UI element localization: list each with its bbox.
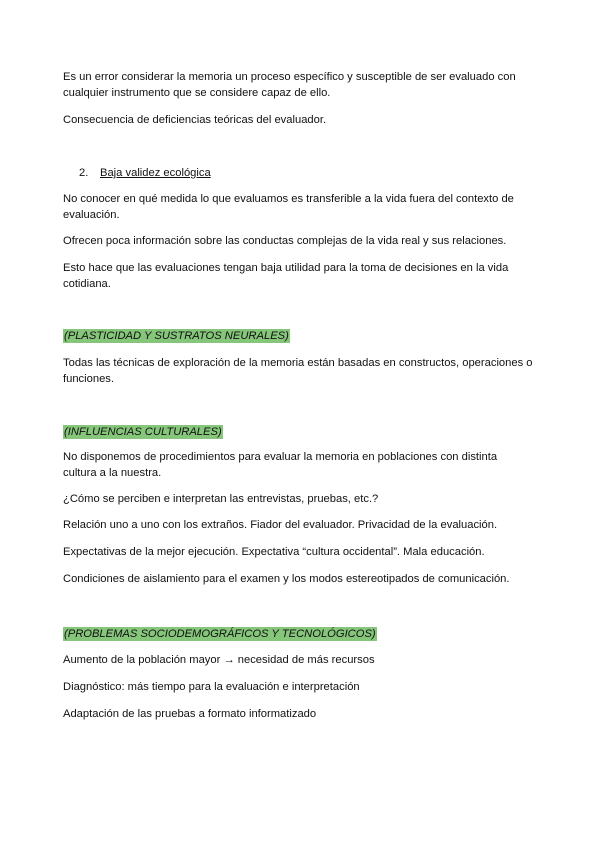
paragraph-expectativas: Expectativas de la mejor ejecución. Expectativa “cultura occidental”. Mala educación. [63, 546, 485, 558]
list-number: 2. [79, 167, 89, 179]
paragraph-adaptacion: Adaptación de las pruebas a formato informatizado [63, 708, 317, 720]
list-item-baja-validez [79, 166, 211, 182]
heading-plasticidad: (PLASTICIDAD Y SUSTRATOS NEURALES) [64, 330, 289, 342]
heading-influencias: (INFLUENCIAS CULTURALES) [64, 426, 222, 438]
paragraph-no-disponemos: No disponemos de procedimientos para evaluar la memoria en poblaciones con distinta cultura a la nuestra. [63, 451, 498, 479]
paragraph-transferible: No conocer en qué medida lo que evaluamos es transferible a la vida fuera del contexto de evaluación. [63, 193, 514, 221]
paragraph-baja-utilidad: Esto hace que las evaluaciones tengan baja utilidad para la toma de decisiones en la vida cotidiana. [63, 262, 509, 290]
paragraph-tecnicas: Todas las técnicas de exploración de la memoria están basadas en constructos, operaciones o funciones. [63, 357, 533, 385]
paragraph-memoria-error: Es un error considerar la memoria un proceso específico y susceptible de ser evaluado con cualquier instrumento que se considere capaz de ello. [63, 71, 516, 99]
paragraph-deficiencias: Consecuencia de deficiencias teóricas del evaluador. [63, 114, 327, 126]
paragraph-condiciones: Condiciones de aislamiento para el examen y los modos estereotipados de comunicación. [63, 573, 510, 585]
paragraph-como-se-perciben: ¿Cómo se perciben e interpretan las entrevistas, pruebas, etc.? [63, 493, 379, 505]
paragraph-aumento: Aumento de la población mayor → necesidad de más recursos [63, 654, 375, 666]
paragraph-relacion: Relación uno a uno con los extraños. Fiador del evaluador. Privacidad de la evaluación. [63, 519, 498, 531]
heading-problemas: (PROBLEMAS SOCIODEMOGRÁFICOS Y TECNOLÓGICOS) [64, 628, 376, 640]
paragraph-poca-informacion: Ofrecen poca información sobre las conductas complejas de la vida real y sus relaciones. [63, 235, 507, 247]
list-text: Baja validez ecológica [100, 167, 211, 179]
paragraph-diagnostico: Diagnóstico: más tiempo para la evaluación e interpretación [63, 681, 360, 693]
